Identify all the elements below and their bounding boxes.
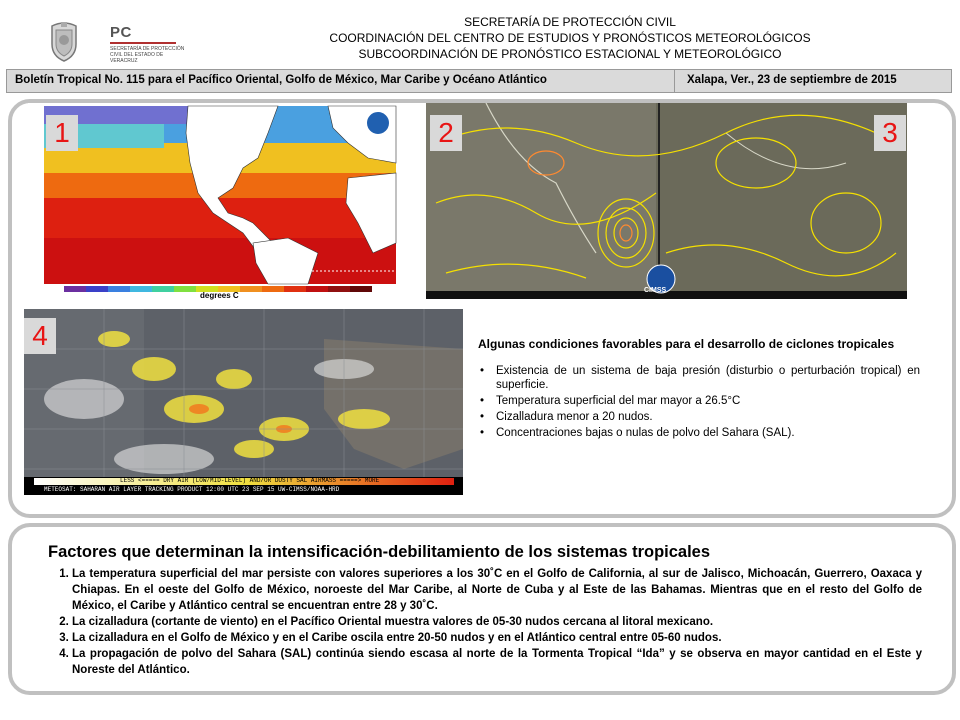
logo-subtitle: SECRETARÍA DE PROTECCIÓN CIVIL DEL ESTADO DE VERACRUZ — [110, 46, 185, 64]
sal-map-image — [24, 309, 463, 495]
sst-map-image — [28, 103, 401, 300]
sal-map-graphic — [24, 309, 463, 495]
badge-3: 3 — [874, 115, 906, 151]
factors-item: 3. La cizalladura en el Golfo de México y en el Caribe oscila entre 20-50 nudos y en el Atlántico central entre 05-60 nudos. — [72, 630, 922, 646]
conditions-item: • Concentraciones bajas o nulas de polvo del Sahara (SAL). — [496, 426, 920, 440]
header-line-2: COORDINACIÓN DEL CENTRO DE ESTUDIOS Y PRONÓSTICOS METEOROLÓGICOS — [329, 31, 811, 45]
factors-title: Factores que determinan la intensificación-debilitamiento de los sistemas tropicales — [48, 543, 711, 561]
conditions-item: • Cizalladura menor a 20 nudos. — [496, 410, 920, 424]
sal-footer: METEOSAT: SAHARAN AIR LAYER TRACKING PRODUCT 12:00 UTC 23 SEP 15 UW-CIMSS/NOAA-HRD — [44, 486, 340, 493]
sal-legend: LESS <===== DRY AIR (LOW/MID-LEVEL) AND/OR DUSTY SAL AIRMASS =====> MORE — [120, 477, 380, 484]
shear-map-image — [426, 103, 907, 299]
header-titles — [220, 14, 920, 62]
factors-box — [48, 543, 922, 678]
conditions-item: • Existencia de un sistema de baja presión (disturbio o perturbación tropical) en superficie. — [496, 364, 920, 392]
conditions-title: Algunas condiciones favorables para el desarrollo de ciclones tropicales — [478, 337, 895, 351]
veracruz-seal-icon — [44, 20, 84, 62]
pc-logo — [44, 20, 194, 66]
sst-colorbar-label: degrees C — [200, 291, 239, 300]
badge-4: 4 — [24, 318, 56, 354]
shear-map-graphic — [426, 103, 907, 299]
bulletin-title: Boletín Tropical No. 115 para el Pacífico Oriental, Golfo de México, Mar Caribe y Océano Atlántico — [7, 70, 675, 92]
factors-item: 4. La propagación de polvo del Sahara (SAL) continúa siendo escasa al norte de la Tormenta Tropical “Ida” y se observa en mayor cantidad en el Este y Noreste del Atlántico. — [72, 646, 922, 678]
header-line-1: SECRETARÍA DE PROTECCIÓN CIVIL — [464, 15, 676, 29]
header — [0, 0, 960, 68]
bulletin-date: Xalapa, Ver., 23 de septiembre de 2015 — [687, 74, 897, 86]
conditions-item: • Temperatura superficial del mar mayor a 26.5°C — [496, 394, 920, 408]
badge-1: 1 — [46, 115, 78, 151]
badge-2: 2 — [430, 115, 462, 151]
logo-pc-text: PC — [110, 24, 132, 41]
cimss-logo-text: CIMSS — [644, 287, 667, 294]
factors-list — [48, 566, 922, 678]
sst-map-graphic — [28, 103, 401, 300]
header-line-3: SUBCOORDINACIÓN DE PRONÓSTICO ESTACIONAL Y METEOROLÓGICO — [358, 47, 782, 61]
factors-item: 1. La temperatura superficial del mar persiste con valores superiores a los 30˚C en el Golfo de California, al sur de Jalisco, Michoacán, Guerrero, Oaxaca y Chiapas. En el oeste del Golfo de México, noroeste del Mar Caribe, al Norte de Cuba y al Este de las Bahamas. Mientras que en el resto del Golfo de México, el Caribe y Atlántico central se encuentran entre 28 y 30˚C. — [72, 566, 922, 614]
logo-divider — [110, 42, 176, 44]
factors-item: 2. La cizalladura (cortante de viento) en el Pacífico Oriental muestra valores de 05-30 nudos cercana al litoral mexicano. — [72, 614, 922, 630]
bulletin-bar — [6, 69, 952, 93]
conditions-list — [478, 364, 920, 440]
conditions-box — [478, 336, 920, 442]
